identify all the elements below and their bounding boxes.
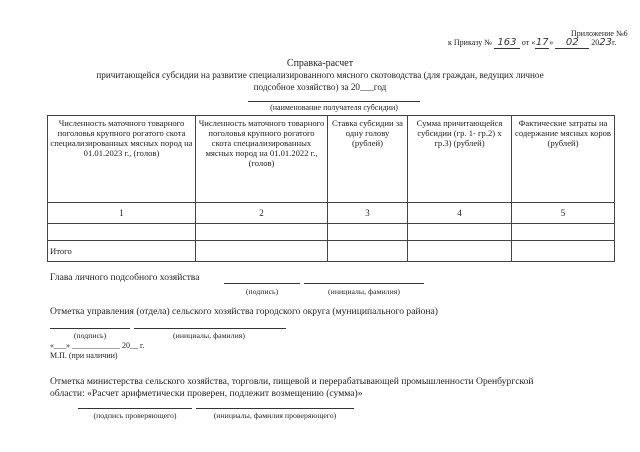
total-label: Итого [48, 241, 196, 262]
order-month: 02 [555, 37, 589, 49]
head-name-line[interactable] [304, 283, 424, 284]
column-number: 4 [408, 203, 512, 224]
head-signature-line[interactable] [224, 283, 300, 284]
header-cell: Численность маточного товарного поголовья крупного рогатого скота специализированных мясных пород на 01.01.2022 г., (голов) [196, 116, 328, 203]
subsidy-table [47, 115, 615, 262]
document-title: Справка-расчет [286, 58, 354, 69]
table-cell[interactable] [512, 224, 615, 241]
dept-signature-caption: (подпись) [73, 331, 107, 340]
document-subtitle-line2: подсобное хозяйство) за 20___год [253, 82, 387, 92]
order-date-label: от « [521, 38, 536, 47]
order-year-prefix: 20 [591, 38, 600, 47]
document-subtitle-line1: причитающейся субсидии на развитие специализированного мясного скотоводства (для граждан, ведущих личное [96, 70, 544, 80]
table-cell[interactable] [512, 241, 615, 262]
recipient-caption: (наименование получателя субсидии) [270, 103, 398, 112]
ministry-name-caption: (инициалы, фамилия проверяющего) [213, 411, 337, 420]
appendix-title: Приложение №6 [571, 29, 628, 38]
table-cell[interactable] [196, 224, 328, 241]
table-cell[interactable] [328, 241, 408, 262]
column-number: 3 [328, 203, 408, 224]
dept-name-line[interactable] [134, 328, 286, 329]
recipient-line [248, 101, 420, 102]
table-row [48, 224, 615, 241]
column-number: 5 [512, 203, 615, 224]
stamp-label: М.П. (при наличии) [50, 351, 118, 360]
header-cell: Ставка субсидии за одну голову (рублей) [328, 116, 408, 203]
order-day: 17 [535, 37, 549, 48]
head-of-household-label: Глава личного подсобного хозяйства [50, 272, 200, 283]
column-number: 2 [196, 203, 328, 224]
column-number: 1 [48, 203, 196, 224]
order-number: 163 [494, 37, 520, 49]
total-row [48, 241, 615, 262]
table-header-row [48, 116, 615, 203]
table-cell[interactable] [408, 224, 512, 241]
table-cell[interactable] [408, 241, 512, 262]
head-signature-caption: (подпись) [245, 287, 279, 296]
ministry-name-line[interactable] [196, 408, 354, 409]
header-cell: Фактические затраты на содержание мясных коров (рублей) [512, 116, 615, 203]
ministry-mark-line2: области: «Расчет арифметически проверен, подлежит возмещению (сумма)» [50, 388, 363, 399]
ministry-mark-line1: Отметка министерства сельского хозяйства, торговли, пищевой и перерабатывающей промышленности Оренбургской [50, 376, 534, 387]
dept-name-caption: (инициалы, фамилия) [173, 331, 245, 340]
column-number-row [48, 203, 615, 224]
department-mark-label: Отметка управления (отдела) сельского хозяйства городского округа (муниципального района) [50, 306, 438, 317]
head-name-caption: (инициалы, фамилия) [328, 287, 400, 296]
dept-signature-line[interactable] [50, 328, 130, 329]
dept-date-line: «___» ____________ 20__ г. [50, 341, 145, 350]
order-year-suffix: г. [612, 38, 617, 47]
order-reference: к Приказу № 163 от «17» 02 2023г. [448, 37, 617, 48]
ministry-signature-caption: (подпись проверяющего) [93, 411, 177, 420]
order-prefix: к Приказу № [448, 38, 492, 47]
ministry-signature-line[interactable] [78, 408, 192, 409]
table-cell[interactable] [48, 224, 196, 241]
table-cell[interactable] [328, 224, 408, 241]
table-cell[interactable] [196, 241, 328, 262]
header-cell: Сумма причитающейся субсидии (гр. 1- гр.2) х гр.3) (рублей) [408, 116, 512, 203]
order-year: 23 [599, 37, 613, 48]
header-cell: Численность маточного товарного поголовья крупного рогатого скота специализированных мясных пород на 01.01.2023 г., (голов) [48, 116, 196, 203]
